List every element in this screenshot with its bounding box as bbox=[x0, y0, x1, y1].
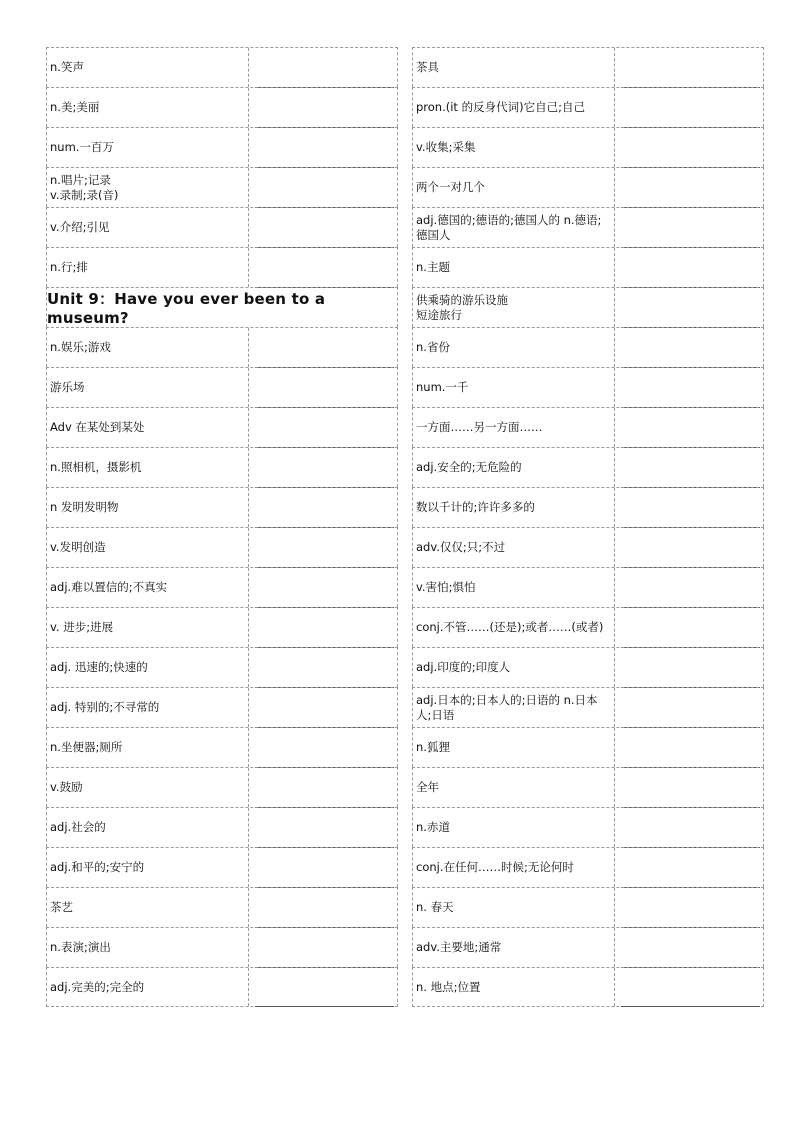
answer-blank[interactable] bbox=[250, 168, 397, 207]
vocab-definition: 数以千计的;许许多多的 bbox=[413, 488, 615, 527]
vocab-row bbox=[46, 367, 398, 407]
vocab-definition: Adv 在某处到某处 bbox=[47, 408, 249, 447]
answer-blank[interactable] bbox=[250, 88, 397, 127]
vocab-definition: n.行;排 bbox=[47, 248, 249, 287]
answer-underline bbox=[621, 1006, 760, 1007]
vocab-row bbox=[412, 687, 764, 727]
vocab-definition: adj.完美的;完全的 bbox=[47, 968, 249, 1006]
unit-title-text: Unit 9：Have you ever been to a museum? bbox=[47, 290, 326, 327]
vocab-row bbox=[46, 127, 398, 167]
vocab-row bbox=[46, 727, 398, 767]
vocab-row bbox=[412, 87, 764, 127]
answer-blank[interactable] bbox=[616, 768, 763, 807]
answer-blank[interactable] bbox=[616, 608, 763, 647]
vocab-row bbox=[412, 727, 764, 767]
vocab-row bbox=[412, 207, 764, 247]
vocab-row bbox=[412, 647, 764, 687]
answer-blank[interactable] bbox=[250, 888, 397, 927]
answer-blank[interactable] bbox=[616, 48, 763, 87]
vocab-definition: 供乘骑的游乐设施 短途旅行 bbox=[413, 288, 615, 327]
vocab-definition: 全年 bbox=[413, 768, 615, 807]
vocab-definition: 两个一对几个 bbox=[413, 168, 615, 207]
vocab-row bbox=[412, 327, 764, 367]
vocab-definition: n.主题 bbox=[413, 248, 615, 287]
vocab-definition: n.美;美丽 bbox=[47, 88, 249, 127]
vocab-row bbox=[46, 527, 398, 567]
vocab-definition: 游乐场 bbox=[47, 368, 249, 407]
vocab-row bbox=[46, 847, 398, 887]
vocab-definition: v.发明创造 bbox=[47, 528, 249, 567]
vocab-definition: v.鼓励 bbox=[47, 768, 249, 807]
answer-blank[interactable] bbox=[616, 328, 763, 367]
vocab-definition: n. 地点;位置 bbox=[413, 968, 615, 1006]
vocab-row bbox=[46, 247, 398, 287]
answer-blank[interactable] bbox=[616, 208, 763, 247]
vocab-definition: n.省份 bbox=[413, 328, 615, 367]
vocab-row bbox=[412, 967, 764, 1007]
vocab-definition: v. 进步;进展 bbox=[47, 608, 249, 647]
answer-blank[interactable] bbox=[616, 528, 763, 567]
answer-blank[interactable] bbox=[616, 648, 763, 687]
vocab-row bbox=[46, 327, 398, 367]
vocab-definition: n.狐狸 bbox=[413, 728, 615, 767]
vocab-definition: adv.主要地;通常 bbox=[413, 928, 615, 967]
vocab-row bbox=[46, 207, 398, 247]
vocabulary-table-right bbox=[412, 47, 764, 1007]
answer-blank[interactable] bbox=[616, 88, 763, 127]
answer-blank[interactable] bbox=[250, 328, 397, 367]
vocab-definition: adj.安全的;无危险的 bbox=[413, 448, 615, 487]
vocab-definition: v.害怕;惧怕 bbox=[413, 568, 615, 607]
answer-blank[interactable] bbox=[250, 648, 397, 687]
vocabulary-table-left bbox=[46, 47, 398, 1007]
vocab-row bbox=[412, 927, 764, 967]
vocab-row bbox=[46, 47, 398, 87]
vocab-definition: n.笑声 bbox=[47, 48, 249, 87]
answer-blank[interactable] bbox=[616, 888, 763, 927]
vocab-row bbox=[46, 967, 398, 1007]
vocab-row bbox=[46, 487, 398, 527]
vocab-row bbox=[412, 367, 764, 407]
answer-blank[interactable] bbox=[250, 928, 397, 967]
vocab-definition: n.赤道 bbox=[413, 808, 615, 847]
answer-blank[interactable] bbox=[616, 688, 763, 727]
answer-blank[interactable] bbox=[250, 128, 397, 167]
vocab-definition: num.一千 bbox=[413, 368, 615, 407]
answer-blank[interactable] bbox=[616, 368, 763, 407]
vocab-definition: n.表演;演出 bbox=[47, 928, 249, 967]
answer-blank[interactable] bbox=[250, 48, 397, 87]
answer-blank[interactable] bbox=[616, 128, 763, 167]
vocab-row bbox=[412, 287, 764, 327]
vocab-definition: adj.印度的;印度人 bbox=[413, 648, 615, 687]
vocab-definition: conj.不管……(还是);或者……(或者) bbox=[413, 608, 615, 647]
vocab-row bbox=[46, 807, 398, 847]
vocab-definition: v.收集;采集 bbox=[413, 128, 615, 167]
vocab-definition: n. 春天 bbox=[413, 888, 615, 927]
answer-blank[interactable] bbox=[250, 368, 397, 407]
vocab-definition: n.坐便器;厕所 bbox=[47, 728, 249, 767]
vocab-row bbox=[46, 927, 398, 967]
answer-blank[interactable] bbox=[616, 728, 763, 767]
answer-blank[interactable] bbox=[616, 248, 763, 287]
vocab-definition: n.唱片;记录 v.录制;录(音) bbox=[47, 168, 249, 207]
answer-blank[interactable] bbox=[250, 408, 397, 447]
vocab-row bbox=[412, 127, 764, 167]
vocab-row bbox=[46, 167, 398, 207]
answer-blank[interactable] bbox=[616, 448, 763, 487]
vocab-row bbox=[412, 47, 764, 87]
answer-blank[interactable] bbox=[250, 448, 397, 487]
vocab-definition: n 发明发明物 bbox=[47, 488, 249, 527]
vocab-definition: n.娱乐;游戏 bbox=[47, 328, 249, 367]
vocab-row bbox=[46, 407, 398, 447]
vocab-row bbox=[412, 767, 764, 807]
vocab-definition: adv.仅仅;只;不过 bbox=[413, 528, 615, 567]
vocab-row bbox=[412, 607, 764, 647]
vocab-row bbox=[46, 607, 398, 647]
vocab-row bbox=[46, 767, 398, 807]
answer-underline bbox=[255, 1006, 394, 1007]
vocab-definition: adj.德国的;德语的;德国人的 n.德语; 德国人 bbox=[413, 208, 615, 247]
answer-blank[interactable] bbox=[250, 208, 397, 247]
vocab-row bbox=[412, 807, 764, 847]
vocab-row bbox=[46, 447, 398, 487]
vocab-row bbox=[412, 887, 764, 927]
vocab-definition: adj. 特别的;不寻常的 bbox=[47, 688, 249, 727]
vocab-definition: adj.社会的 bbox=[47, 808, 249, 847]
vocab-row bbox=[46, 887, 398, 927]
answer-blank[interactable] bbox=[250, 528, 397, 567]
answer-blank[interactable] bbox=[250, 768, 397, 807]
answer-blank[interactable] bbox=[250, 488, 397, 527]
vocab-row bbox=[412, 847, 764, 887]
vocab-row bbox=[46, 87, 398, 127]
vocab-row bbox=[412, 487, 764, 527]
answer-blank[interactable] bbox=[616, 808, 763, 847]
answer-blank[interactable] bbox=[250, 608, 397, 647]
vocab-definition: adj.难以置信的;不真实 bbox=[47, 568, 249, 607]
answer-blank[interactable] bbox=[250, 728, 397, 767]
vocab-row bbox=[412, 447, 764, 487]
answer-blank[interactable] bbox=[616, 848, 763, 887]
vocab-row bbox=[412, 167, 764, 207]
answer-blank[interactable] bbox=[250, 848, 397, 887]
vocab-row bbox=[412, 527, 764, 567]
vocab-definition: adj. 迅速的;快速的 bbox=[47, 648, 249, 687]
vocab-row bbox=[412, 567, 764, 607]
vocab-definition: 茶艺 bbox=[47, 888, 249, 927]
answer-blank[interactable] bbox=[616, 928, 763, 967]
unit-title bbox=[46, 287, 398, 327]
answer-blank[interactable] bbox=[250, 688, 397, 727]
answer-blank[interactable] bbox=[616, 568, 763, 607]
answer-blank[interactable] bbox=[250, 808, 397, 847]
vocab-definition: 茶具 bbox=[413, 48, 615, 87]
vocab-definition: adj.日本的;日本人的;日语的 n.日本 人;日语 bbox=[413, 688, 615, 727]
answer-blank[interactable] bbox=[616, 288, 763, 327]
vocab-definition: 一方面……另一方面…… bbox=[413, 408, 615, 447]
answer-blank[interactable] bbox=[250, 968, 397, 1006]
answer-blank[interactable] bbox=[616, 968, 763, 1006]
answer-blank[interactable] bbox=[616, 168, 763, 207]
vocab-definition: conj.在任何……时候;无论何时 bbox=[413, 848, 615, 887]
vocab-row bbox=[46, 567, 398, 607]
vocab-row bbox=[46, 647, 398, 687]
vocab-row bbox=[412, 407, 764, 447]
answer-blank[interactable] bbox=[616, 408, 763, 447]
vocab-row bbox=[412, 247, 764, 287]
vocab-definition: n.照相机，摄影机 bbox=[47, 448, 249, 487]
answer-blank[interactable] bbox=[250, 568, 397, 607]
vocab-definition: v.介绍;引见 bbox=[47, 208, 249, 247]
vocab-row bbox=[46, 687, 398, 727]
answer-blank[interactable] bbox=[250, 248, 397, 287]
answer-blank[interactable] bbox=[616, 488, 763, 527]
vocab-definition: num.一百万 bbox=[47, 128, 249, 167]
vocab-definition: pron.(it 的反身代词)它自己;自己 bbox=[413, 88, 615, 127]
vocab-definition: adj.和平的;安宁的 bbox=[47, 848, 249, 887]
